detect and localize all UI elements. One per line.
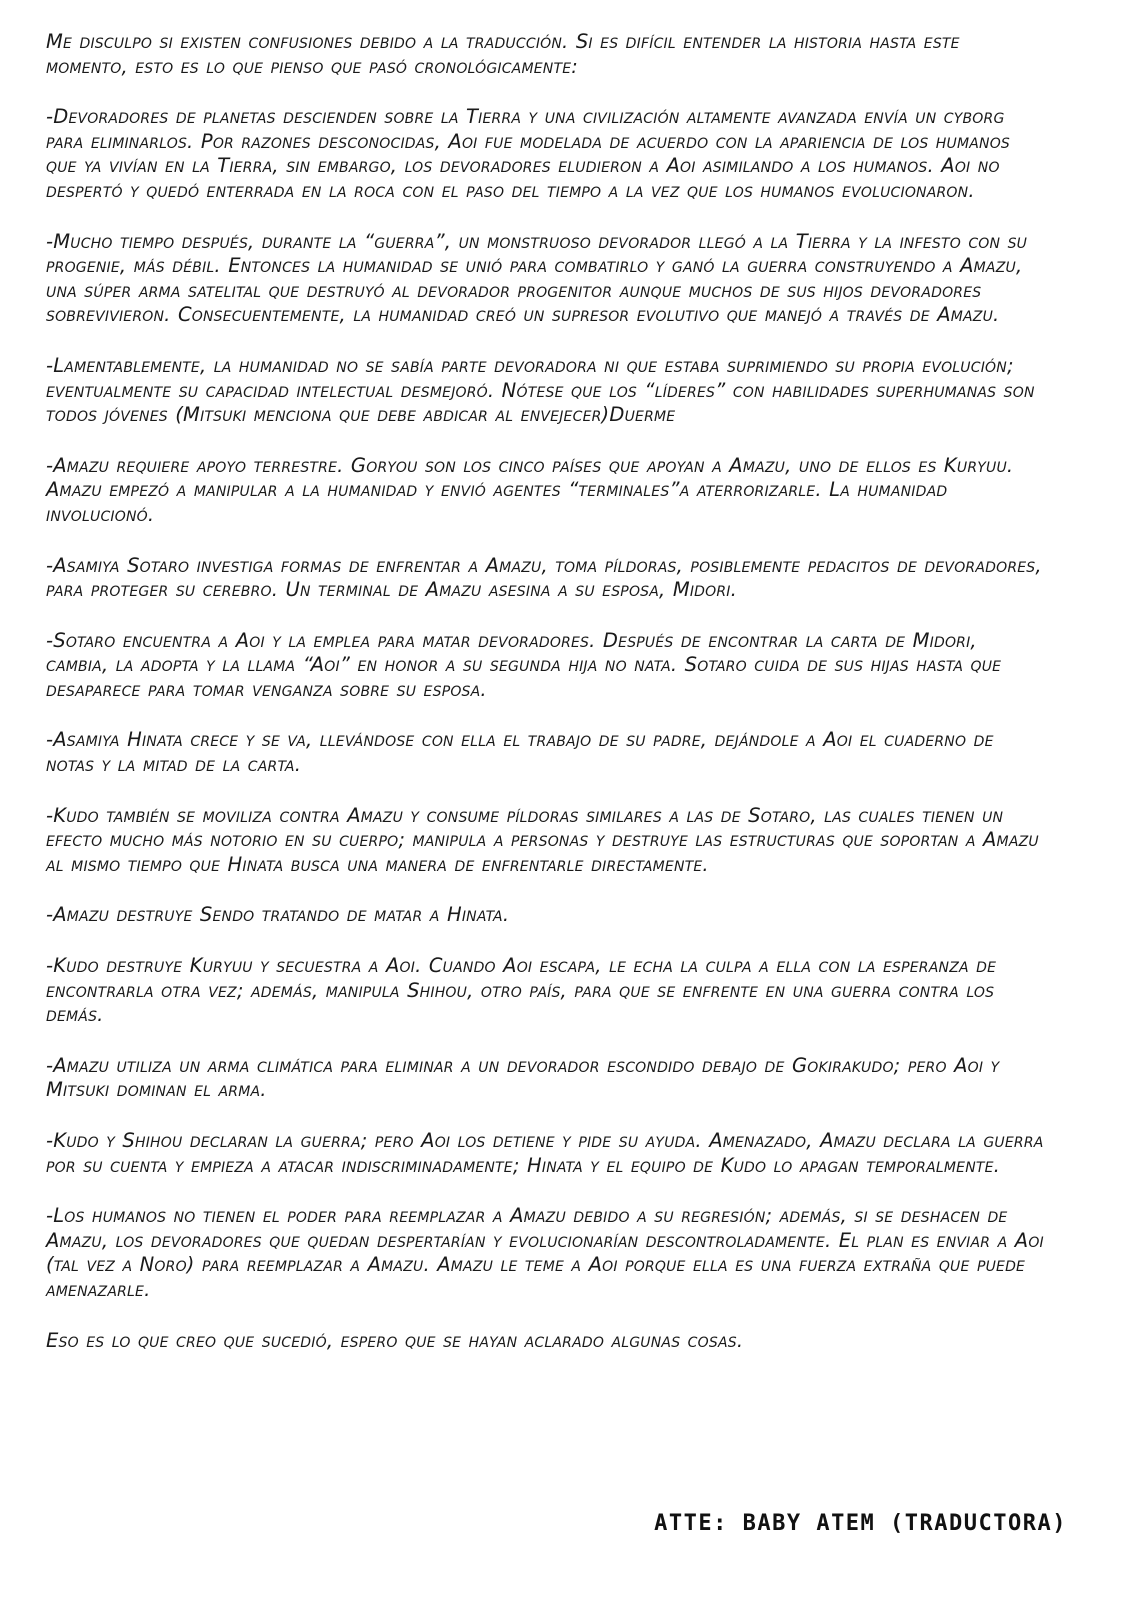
note-body — [46, 30, 1046, 1379]
intro-paragraph: Me disculpo si existen confusiones debido a la traducción. Si es difícil entender la historia hasta este momento, esto es lo que pienso que pasó cronológicamente: — [46, 30, 960, 78]
timeline-paragraph: -Sotaro encuentra a Aoi y la emplea para matar devoradores. Después de encontrar la carta de Midori, cambia, la adopta y la llama “Aoi” en honor a su segunda hija no nata. Sotaro cuida de sus hijas hasta que desaparece para tomar venganza sobre su esposa. — [46, 628, 1002, 701]
timeline-paragraph: -Kudo destruye Kuryuu y secuestra a Aoi. Cuando Aoi escapa, le echa la culpa a ella con la esperanza de encontrarla otra vez; además, manipula Shihou, otro país, para que se enfrente en una guerra contra los demás. — [46, 954, 997, 1027]
timeline-paragraph: -Kudo y Shihou declaran la guerra; pero Aoi los detiene y pide su ayuda. Amenazado, Amazu declara la guerra por su cuenta y empieza a atacar indiscriminadamente; Hinata y el equipo de Kudo lo apagan temporalmente. — [46, 1129, 1044, 1177]
timeline-paragraph: -Devoradores de planetas descienden sobre la Tierra y una civilización altamente avanzada envía un cyborg para eliminarlos. Por razones desconocidas, Aoi fue modelada de acuerdo con la apariencia de los humanos que ya vivían en la Tierra, sin embargo, los devoradores eludieron a Aoi asimilando a los humanos. Aoi no despertó y quedó enterrada en la roca con el paso del tiempo a la vez que los humanos evolucionaron. — [46, 105, 1011, 202]
timeline-paragraph: -Los humanos no tienen el poder para reemplazar a Amazu debido a su regresión; además, si se deshacen de Amazu, los devoradores que quedan despertarían y evolucionarían descontroladamente. El plan es enviar a Aoi (tal vez a Noro) para reemplazar a Amazu. Amazu le teme a Aoi porque ella es una fuerza extraña que puede amenazarle. — [46, 1204, 1044, 1301]
timeline-paragraph: -Lamentablemente, la humanidad no se sabía parte devoradora ni que estaba suprimiendo su propia evolución; eventualmente su capacidad intelectual desmejoró. Nótese que los “líderes” con habilidades superhumanas son todos jóvenes (Mitsuki menciona que debe abdicar al envejecer)Duerme — [46, 353, 1035, 427]
timeline-paragraph: -Mucho tiempo después, durante la “guerra”, un monstruoso devorador llegó a la Tierra y la infesto con su progenie, más débil. Entonces la humanidad se unió para combatirlo y ganó la guerra construyendo a Amazu, una súper arma satelital que destruyó al devorador progenitor aunque muchos de sus hijos devoradores sobrevivieron. Consecuentemente, la humanidad creó un supresor evolutivo que manejó a través de Amazu. — [46, 229, 1028, 327]
timeline-paragraph: -Asamiya Sotaro investiga formas de enfrentar a Amazu, toma píldoras, posiblemente pedacitos de devoradores, para proteger su cerebro. Un terminal de Amazu asesina a su esposa, Midori. — [46, 553, 1042, 602]
translator-signature: ATTE: BABY ATEM (TRADUCTORA) — [654, 1511, 1067, 1536]
closing-paragraph: Eso es lo que creo que sucedió, espero que se hayan aclarado algunas cosas. — [46, 1328, 744, 1352]
timeline-paragraph: -Amazu utiliza un arma climática para eliminar a un devorador escondido debajo de Gokirakudo; pero Aoi y Mitsuki dominan el arma. — [46, 1053, 1000, 1102]
timeline-paragraph: -Asamiya Hinata crece y se va, llevándose con ella el trabajo de su padre, dejándole a Aoi el cuaderno de notas y la mitad de la carta. — [46, 728, 994, 777]
timeline-paragraph: -Kudo también se moviliza contra Amazu y consume píldoras similares a las de Sotaro, las cuales tienen un efecto mucho más notorio en su cuerpo; manipula a personas y destruye las estructuras que soportan a Amazu al mismo tiempo que Hinata busca una manera de enfrentarle directamente. — [46, 803, 1039, 876]
timeline-paragraph: -Amazu requiere apoyo terrestre. Goryou son los cinco países que apoyan a Amazu, uno de ellos es Kuryuu. Amazu empezó a manipular a la humanidad y envió agentes “terminales”a aterrorizarle. La humanidad involucionó. — [46, 453, 1014, 526]
timeline-paragraph: -Amazu destruye Sendo tratando de matar a Hinata. — [46, 903, 510, 927]
